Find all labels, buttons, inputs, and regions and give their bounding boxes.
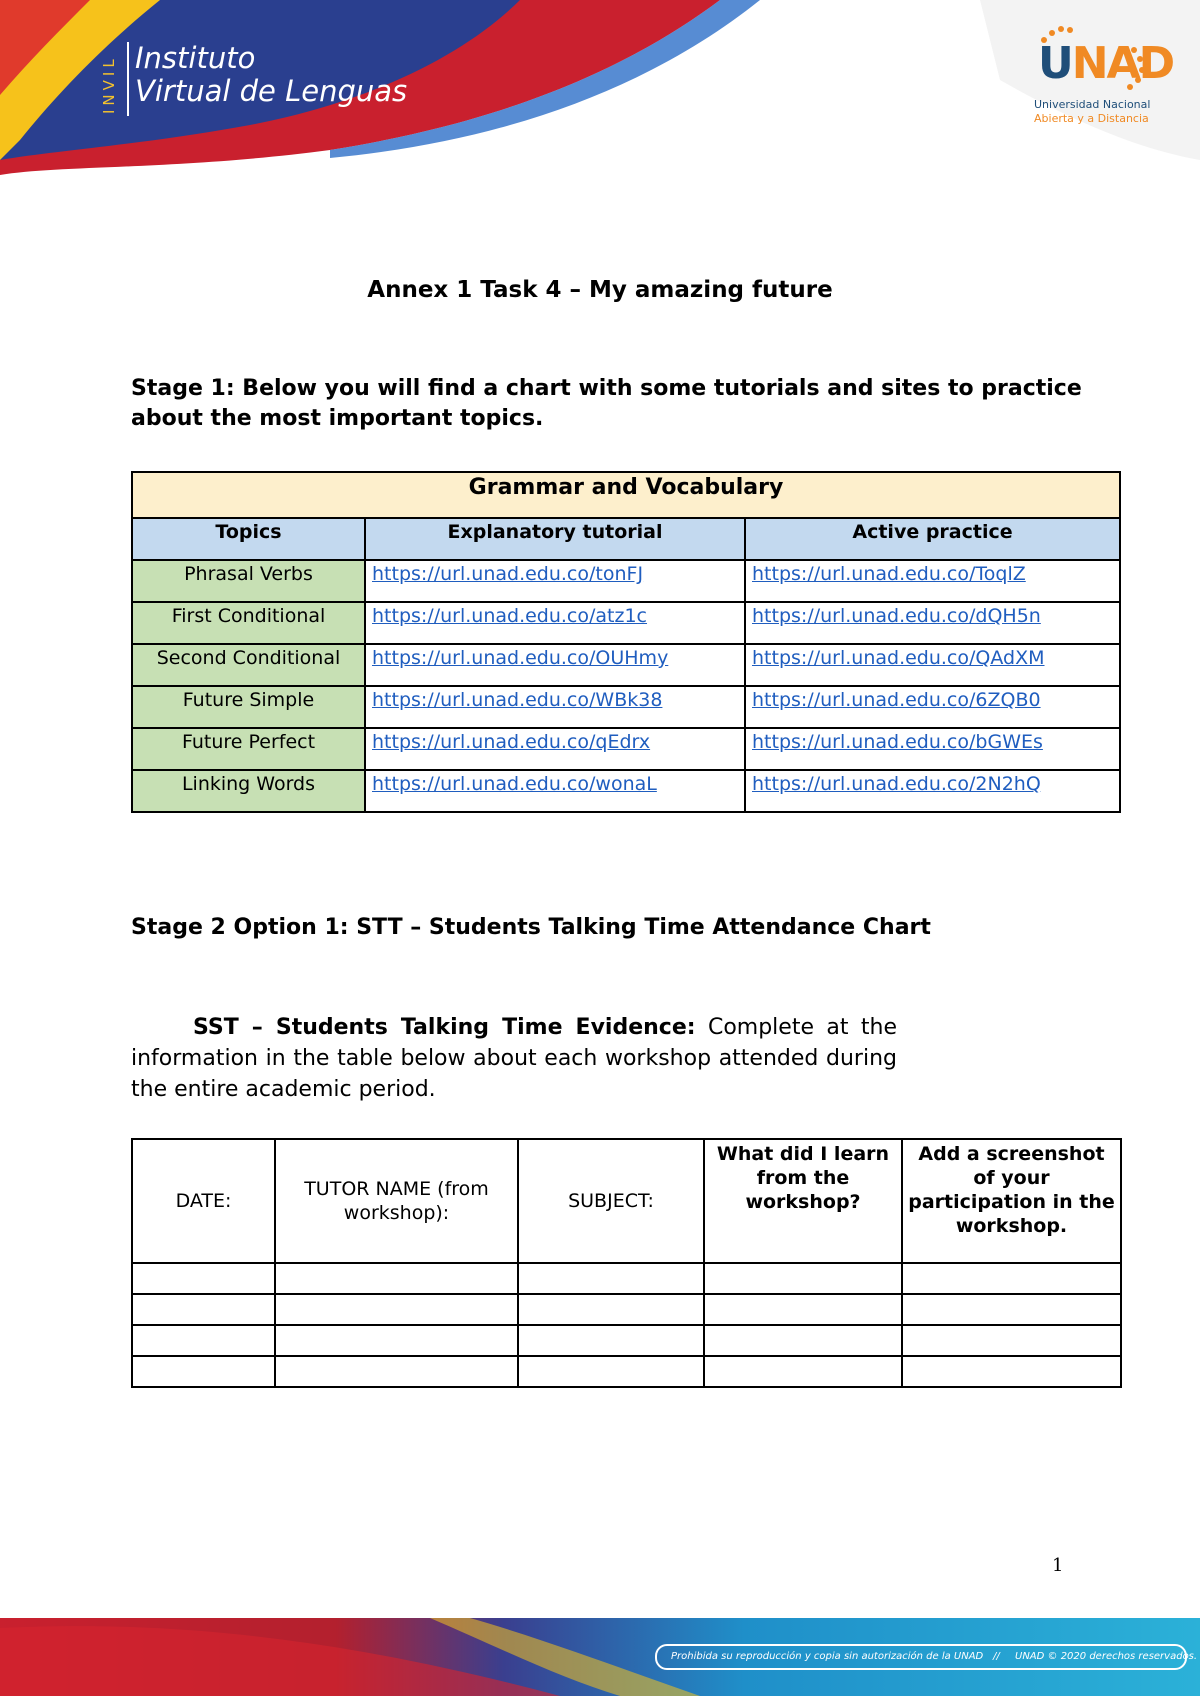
table-row (132, 1263, 1121, 1294)
sst-body: Complete at the information in the table below about each workshop attended during the entire academic period. (131, 1015, 898, 1102)
unad-wordmark: UNAD (1038, 38, 1174, 89)
tutorial-link[interactable]: https://url.unad.edu.co/wonaL (372, 773, 657, 795)
footer-notice-right: UNAD © 2020 derechos reservados. (1015, 1651, 1198, 1662)
header-screenshot: Add a screenshot of your participation in the workshop. (902, 1139, 1121, 1263)
topic-cell: Second Conditional (132, 644, 365, 686)
practice-link[interactable]: https://url.unad.edu.co/ToqlZ (752, 563, 1026, 585)
tutor-cell[interactable] (275, 1356, 518, 1387)
tutorial-cell (365, 686, 745, 728)
institute-line1: Instituto (135, 41, 256, 75)
tutorial-cell (365, 770, 745, 812)
tutorial-cell (365, 644, 745, 686)
column-header-practice: Active practice (745, 518, 1120, 560)
table-row (132, 686, 1120, 728)
footer-divider: // (993, 1651, 1000, 1662)
screenshot-cell[interactable] (902, 1263, 1121, 1294)
practice-link[interactable]: https://url.unad.edu.co/6ZQB0 (752, 689, 1041, 711)
learned-cell[interactable] (704, 1325, 902, 1356)
practice-link[interactable]: https://url.unad.edu.co/bGWEs (752, 731, 1043, 753)
topic-cell: Linking Words (132, 770, 365, 812)
sst-instructions (131, 1012, 897, 1105)
table-row (132, 1356, 1121, 1387)
practice-link[interactable]: https://url.unad.edu.co/dQH5n (752, 605, 1041, 627)
topic-cell: Future Perfect (132, 728, 365, 770)
learned-cell[interactable] (704, 1263, 902, 1294)
tutorial-link[interactable]: https://url.unad.edu.co/qEdrx (372, 731, 651, 753)
practice-cell (745, 770, 1120, 812)
practice-cell (745, 728, 1120, 770)
learned-cell[interactable] (704, 1356, 902, 1387)
subject-cell[interactable] (518, 1294, 704, 1325)
tutorial-link[interactable]: https://url.unad.edu.co/tonFJ (372, 563, 644, 585)
header-learned: What did I learn from the workshop? (704, 1139, 902, 1263)
date-cell[interactable] (132, 1325, 275, 1356)
tutorial-link[interactable]: https://url.unad.edu.co/atz1c (372, 605, 648, 627)
tutorial-cell (365, 602, 745, 644)
institute-tag: INVIL (100, 55, 118, 114)
subject-cell[interactable] (518, 1263, 704, 1294)
footer-notice-left: Prohibida su reproducción y copia sin autorización de la UNAD (671, 1651, 984, 1662)
institute-name (135, 42, 407, 108)
table-title: Grammar and Vocabulary (132, 472, 1120, 518)
column-header-tutorial: Explanatory tutorial (365, 518, 745, 560)
stage2-heading: Stage 2 Option 1: STT – Students Talking Time Attendance Chart (131, 915, 931, 940)
table-row (132, 728, 1120, 770)
institute-divider (127, 42, 129, 116)
practice-cell (745, 560, 1120, 602)
unad-subtitle-1: Universidad Nacional (1034, 98, 1151, 111)
header-subject: SUBJECT: (518, 1139, 704, 1263)
date-cell[interactable] (132, 1356, 275, 1387)
tutorial-link[interactable]: https://url.unad.edu.co/WBk38 (372, 689, 663, 711)
practice-cell (745, 644, 1120, 686)
tutor-cell[interactable] (275, 1325, 518, 1356)
tutorial-link[interactable]: https://url.unad.edu.co/OUHmy (372, 647, 669, 669)
table-row (132, 770, 1120, 812)
topic-cell: First Conditional (132, 602, 365, 644)
unad-subtitle-2: Abierta y a Distancia (1034, 112, 1149, 125)
document-title: Annex 1 Task 4 – My amazing future (367, 277, 833, 303)
stage1-heading: Stage 1: Below you will find a chart with some tutorials and sites to practice about the most important topics. (131, 376, 1082, 431)
page-number: 1 (1052, 1555, 1064, 1576)
topic-cell: Phrasal Verbs (132, 560, 365, 602)
footer-notice (655, 1644, 1198, 1670)
table-row (132, 560, 1120, 602)
date-cell[interactable] (132, 1294, 275, 1325)
practice-link[interactable]: https://url.unad.edu.co/QAdXM (752, 647, 1045, 669)
tutor-cell[interactable] (275, 1263, 518, 1294)
screenshot-cell[interactable] (902, 1356, 1121, 1387)
topic-cell: Future Simple (132, 686, 365, 728)
table-row (132, 1325, 1121, 1356)
header-tutor-name: TUTOR NAME (from workshop): (275, 1139, 518, 1263)
unad-logo (1030, 24, 1174, 134)
practice-cell (745, 686, 1120, 728)
practice-cell (745, 602, 1120, 644)
table-row (132, 644, 1120, 686)
subject-cell[interactable] (518, 1325, 704, 1356)
subject-cell[interactable] (518, 1356, 704, 1387)
header-date: DATE: (132, 1139, 275, 1263)
screenshot-cell[interactable] (902, 1294, 1121, 1325)
grammar-vocabulary-table (131, 471, 1121, 813)
attendance-table (131, 1138, 1122, 1388)
header-banner (0, 0, 1200, 230)
institute-line2: Virtual de Lenguas (135, 74, 408, 108)
practice-link[interactable]: https://url.unad.edu.co/2N2hQ (752, 773, 1041, 795)
table-row (132, 1294, 1121, 1325)
date-cell[interactable] (132, 1263, 275, 1294)
sst-lead: SST – Students Talking Time Evidence: (193, 1015, 696, 1040)
learned-cell[interactable] (704, 1294, 902, 1325)
tutorial-cell (365, 560, 745, 602)
column-header-topics: Topics (132, 518, 365, 560)
tutor-cell[interactable] (275, 1294, 518, 1325)
screenshot-cell[interactable] (902, 1325, 1121, 1356)
table-row (132, 602, 1120, 644)
tutorial-cell (365, 728, 745, 770)
